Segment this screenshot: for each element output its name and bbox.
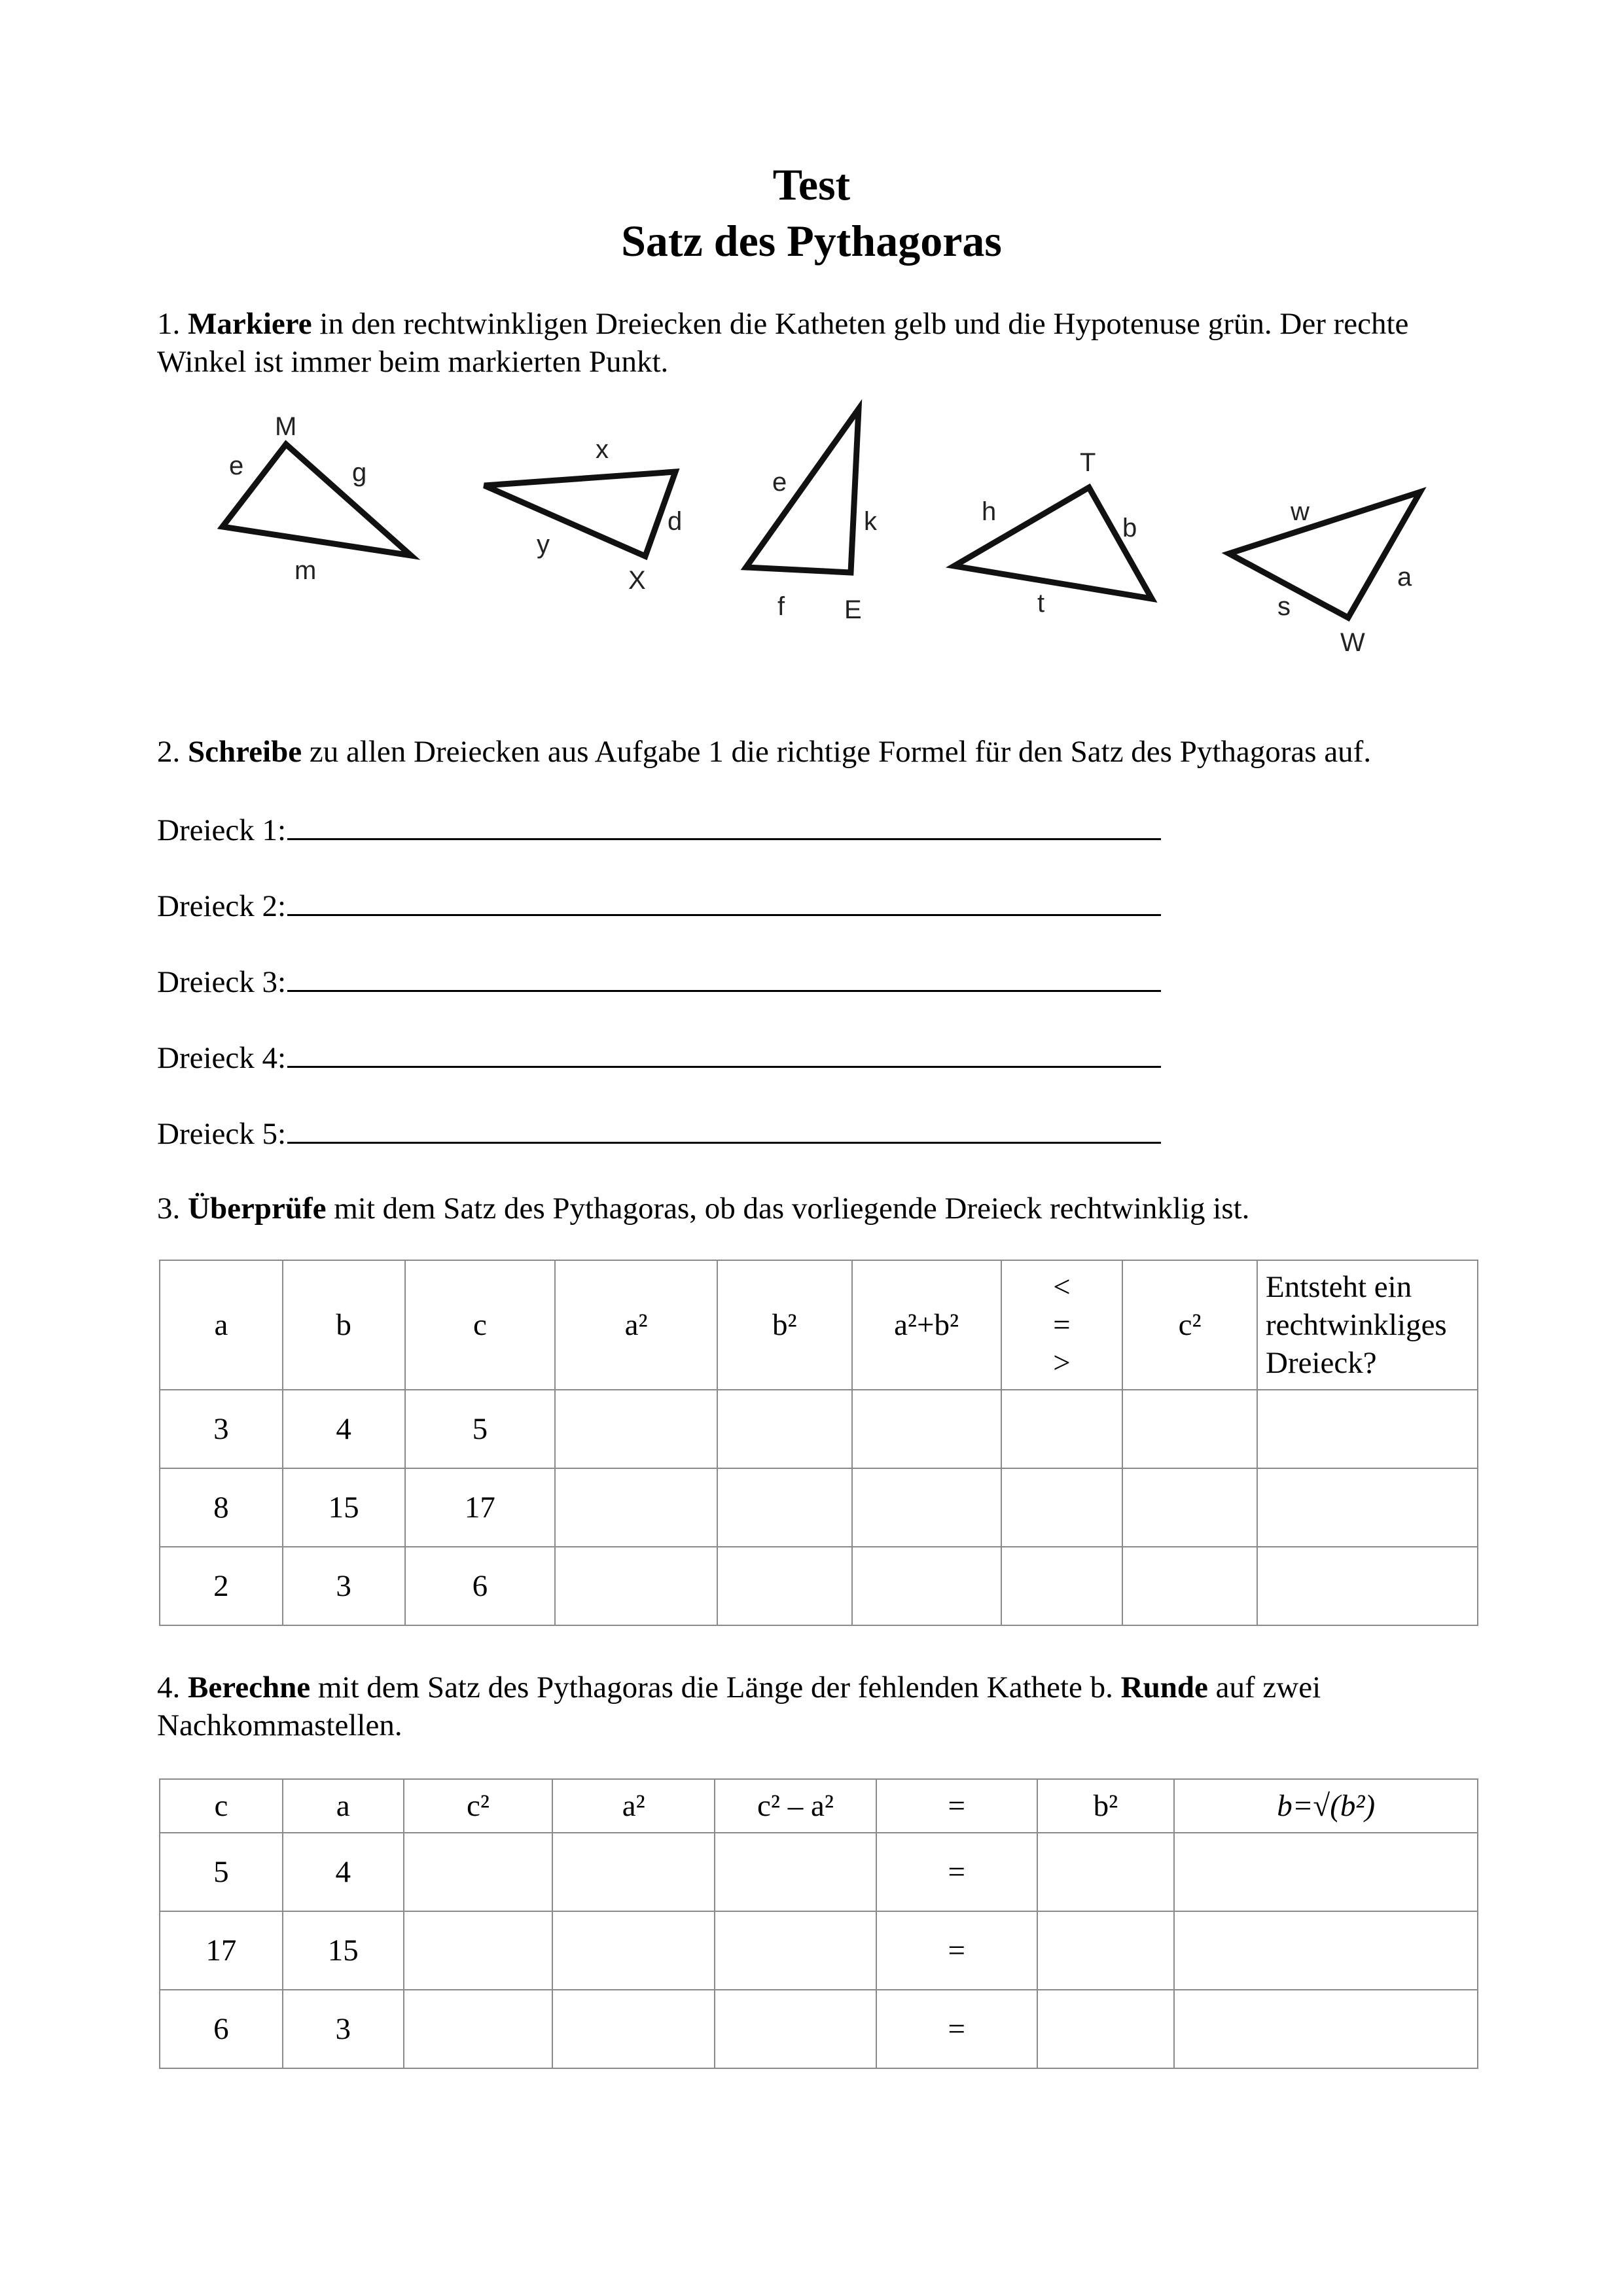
header-b: b bbox=[283, 1260, 405, 1390]
answer-blank[interactable] bbox=[287, 885, 1161, 916]
task-2-instruction bbox=[157, 733, 1472, 771]
cell-c: 17 bbox=[160, 1911, 283, 1990]
header-c-squared: c² bbox=[404, 1779, 553, 1833]
header-c-squared: c² bbox=[1122, 1260, 1257, 1390]
header-comparison bbox=[1001, 1260, 1123, 1390]
cell-a: 3 bbox=[283, 1990, 404, 2068]
task-4-instruction bbox=[157, 1669, 1472, 1744]
task-1-number: 1. bbox=[157, 307, 181, 341]
calculate-table-header bbox=[160, 1779, 1478, 1833]
answer-cell[interactable] bbox=[1174, 1911, 1478, 1990]
triangle-3-side-2: k bbox=[864, 507, 877, 536]
check-table-header bbox=[160, 1260, 1478, 1390]
answer-cell[interactable] bbox=[1001, 1547, 1123, 1625]
triangle-2-side-1: x bbox=[596, 435, 609, 464]
cell-a: 8 bbox=[160, 1468, 283, 1547]
header-a-squared: a² bbox=[555, 1260, 717, 1390]
answer-line-label: Dreieck 3: bbox=[157, 965, 287, 999]
title-line-1: Test bbox=[772, 160, 851, 209]
triangle-3 bbox=[746, 409, 859, 573]
header-a: a bbox=[160, 1260, 283, 1390]
greater-than-sign: > bbox=[1053, 1346, 1071, 1380]
triangle-2-side-2: d bbox=[668, 507, 683, 536]
answer-cell[interactable] bbox=[1257, 1468, 1478, 1547]
cell-c: 6 bbox=[160, 1990, 283, 2068]
answer-cell[interactable] bbox=[717, 1390, 852, 1468]
task-2-text: zu allen Dreiecken aus Aufgabe 1 die richtige Formel für den Satz des Pythagoras auf. bbox=[302, 735, 1372, 769]
answer-line-4[interactable] bbox=[157, 1037, 1161, 1077]
triangle-2-side-3: y bbox=[537, 530, 550, 559]
task-4-text-mid: mit dem Satz des Pythagoras die Länge der fehlenden Kathete b. bbox=[310, 1670, 1121, 1704]
cell-c: 17 bbox=[405, 1468, 556, 1547]
answer-line-1[interactable] bbox=[157, 809, 1161, 849]
answer-cell[interactable] bbox=[1001, 1468, 1123, 1547]
header-b-squared: b² bbox=[1037, 1779, 1175, 1833]
cell-a: 4 bbox=[283, 1833, 404, 1911]
triangle-5-side-1: w bbox=[1291, 497, 1310, 526]
task-3-number: 3. bbox=[157, 1192, 181, 1226]
answer-line-3[interactable] bbox=[157, 961, 1161, 1001]
header-question bbox=[1257, 1260, 1478, 1390]
answer-blank[interactable] bbox=[287, 961, 1161, 992]
triangles-figure bbox=[196, 399, 1466, 674]
task-1-instruction bbox=[157, 305, 1472, 381]
task-1-text: in den rechtwinkligen Dreiecken die Katheten gelb und die Hypotenuse grün. Der rechte Winkel ist immer beim markierten Punkt. bbox=[157, 307, 1409, 379]
triangle-5 bbox=[1229, 492, 1420, 618]
answer-blank[interactable] bbox=[287, 809, 1161, 840]
task-3-text: mit dem Satz des Pythagoras, ob das vorliegende Dreieck rechtwinklig ist. bbox=[326, 1192, 1250, 1226]
header-c: c bbox=[160, 1779, 283, 1833]
cell-equals: = bbox=[876, 1911, 1037, 1990]
answer-cell[interactable] bbox=[1122, 1547, 1257, 1625]
triangle-1-side-3: m bbox=[294, 556, 317, 585]
triangle-5-side-2: a bbox=[1397, 563, 1412, 592]
table-row bbox=[160, 1547, 1478, 1625]
header-question-line-1: Entsteht ein bbox=[1266, 1270, 1412, 1304]
table-row bbox=[160, 1911, 1478, 1990]
triangle-3-side-3: f bbox=[777, 592, 785, 621]
answer-cell[interactable] bbox=[852, 1468, 1001, 1547]
calculate-table bbox=[159, 1778, 1478, 2069]
cell-c: 5 bbox=[405, 1390, 556, 1468]
answer-blank[interactable] bbox=[287, 1037, 1161, 1068]
answer-cell[interactable] bbox=[1001, 1390, 1123, 1468]
header-formula: b=√(b²) bbox=[1174, 1779, 1478, 1833]
table-row bbox=[160, 1468, 1478, 1547]
cell-a: 2 bbox=[160, 1547, 283, 1625]
cell-c: 6 bbox=[405, 1547, 556, 1625]
triangle-1 bbox=[223, 444, 411, 556]
answer-line-2[interactable] bbox=[157, 885, 1161, 925]
answer-cell[interactable] bbox=[715, 1911, 876, 1990]
header-a2-plus-b2: a²+b² bbox=[852, 1260, 1001, 1390]
header-c: c bbox=[405, 1260, 556, 1390]
less-than-sign: < bbox=[1053, 1270, 1071, 1304]
triangle-4-vertex-label: T bbox=[1080, 448, 1096, 477]
header-difference: c² – a² bbox=[715, 1779, 876, 1833]
task-3-instruction bbox=[157, 1190, 1472, 1227]
triangle-1-side-1: e bbox=[229, 451, 244, 480]
answer-cell[interactable] bbox=[555, 1468, 717, 1547]
triangle-4-side-3: t bbox=[1037, 589, 1045, 618]
answer-cell[interactable] bbox=[404, 1990, 553, 2068]
triangle-1-vertex-label: M bbox=[275, 412, 297, 441]
answer-cell[interactable] bbox=[555, 1390, 717, 1468]
answer-cell[interactable] bbox=[1037, 1990, 1175, 2068]
header-equals: = bbox=[876, 1779, 1037, 1833]
table-row bbox=[160, 1390, 1478, 1468]
task-2-verb: Schreibe bbox=[188, 735, 302, 769]
answer-cell[interactable] bbox=[1037, 1833, 1175, 1911]
task-4-text-end: auf zwei Nachkommastellen. bbox=[157, 1670, 1321, 1742]
table-row bbox=[160, 1990, 1478, 2068]
answer-line-5[interactable] bbox=[157, 1113, 1161, 1153]
task-2-number: 2. bbox=[157, 735, 181, 769]
answer-blank[interactable] bbox=[287, 1113, 1161, 1144]
answer-cell[interactable] bbox=[717, 1547, 852, 1625]
answer-cell[interactable] bbox=[1257, 1390, 1478, 1468]
answer-cell[interactable] bbox=[555, 1547, 717, 1625]
triangle-2-vertex-label: X bbox=[628, 566, 646, 595]
triangle-4-side-2: b bbox=[1122, 514, 1137, 542]
answer-cell[interactable] bbox=[552, 1833, 715, 1911]
answer-cell[interactable] bbox=[715, 1833, 876, 1911]
answer-cell[interactable] bbox=[404, 1911, 553, 1990]
header-a: a bbox=[283, 1779, 404, 1833]
answer-line-label: Dreieck 1: bbox=[157, 813, 287, 847]
cell-equals: = bbox=[876, 1990, 1037, 2068]
answer-cell[interactable] bbox=[1122, 1468, 1257, 1547]
triangle-5-vertex-label: W bbox=[1340, 628, 1365, 657]
answer-cell[interactable] bbox=[1257, 1547, 1478, 1625]
cell-b: 4 bbox=[283, 1390, 405, 1468]
answer-cell[interactable] bbox=[552, 1990, 715, 2068]
triangle-3-vertex-label: E bbox=[844, 595, 862, 624]
header-b-squared: b² bbox=[717, 1260, 852, 1390]
task-3-verb: Überprüfe bbox=[188, 1192, 327, 1226]
triangle-4-side-1: h bbox=[982, 497, 997, 526]
cell-equals: = bbox=[876, 1833, 1037, 1911]
cell-a: 3 bbox=[160, 1390, 283, 1468]
answer-cell[interactable] bbox=[852, 1390, 1001, 1468]
triangle-5-side-3: s bbox=[1277, 592, 1291, 621]
answer-cell[interactable] bbox=[717, 1468, 852, 1547]
triangle-3-side-1: e bbox=[772, 468, 787, 497]
header-question-line-3: Dreieck? bbox=[1266, 1346, 1377, 1380]
answer-cell[interactable] bbox=[404, 1833, 553, 1911]
task-4-verb-2: Runde bbox=[1120, 1670, 1208, 1704]
check-table bbox=[159, 1260, 1478, 1626]
task-1-verb: Markiere bbox=[188, 307, 312, 341]
triangle-2 bbox=[484, 472, 675, 556]
task-4-number: 4. bbox=[157, 1670, 181, 1704]
cell-b: 15 bbox=[283, 1468, 405, 1547]
header-a-squared: a² bbox=[552, 1779, 715, 1833]
answer-cell[interactable] bbox=[1122, 1390, 1257, 1468]
answer-cell[interactable] bbox=[852, 1547, 1001, 1625]
answer-line-label: Dreieck 2: bbox=[157, 889, 287, 923]
cell-a: 15 bbox=[283, 1911, 404, 1990]
answer-line-label: Dreieck 5: bbox=[157, 1117, 287, 1151]
answer-line-label: Dreieck 4: bbox=[157, 1041, 287, 1075]
title-line-2: Satz des Pythagoras bbox=[621, 216, 1002, 266]
answer-cell[interactable] bbox=[552, 1911, 715, 1990]
equals-sign: = bbox=[1053, 1308, 1071, 1342]
header-question-line-2: rechtwinkliges bbox=[1266, 1308, 1447, 1342]
triangle-1-side-2: g bbox=[352, 458, 367, 487]
answer-cell[interactable] bbox=[715, 1990, 876, 2068]
task-4-verb: Berechne bbox=[188, 1670, 311, 1704]
cell-b: 3 bbox=[283, 1547, 405, 1625]
cell-c: 5 bbox=[160, 1833, 283, 1911]
answer-cell[interactable] bbox=[1174, 1833, 1478, 1911]
answer-cell[interactable] bbox=[1037, 1911, 1175, 1990]
table-row bbox=[160, 1833, 1478, 1911]
answer-cell[interactable] bbox=[1174, 1990, 1478, 2068]
